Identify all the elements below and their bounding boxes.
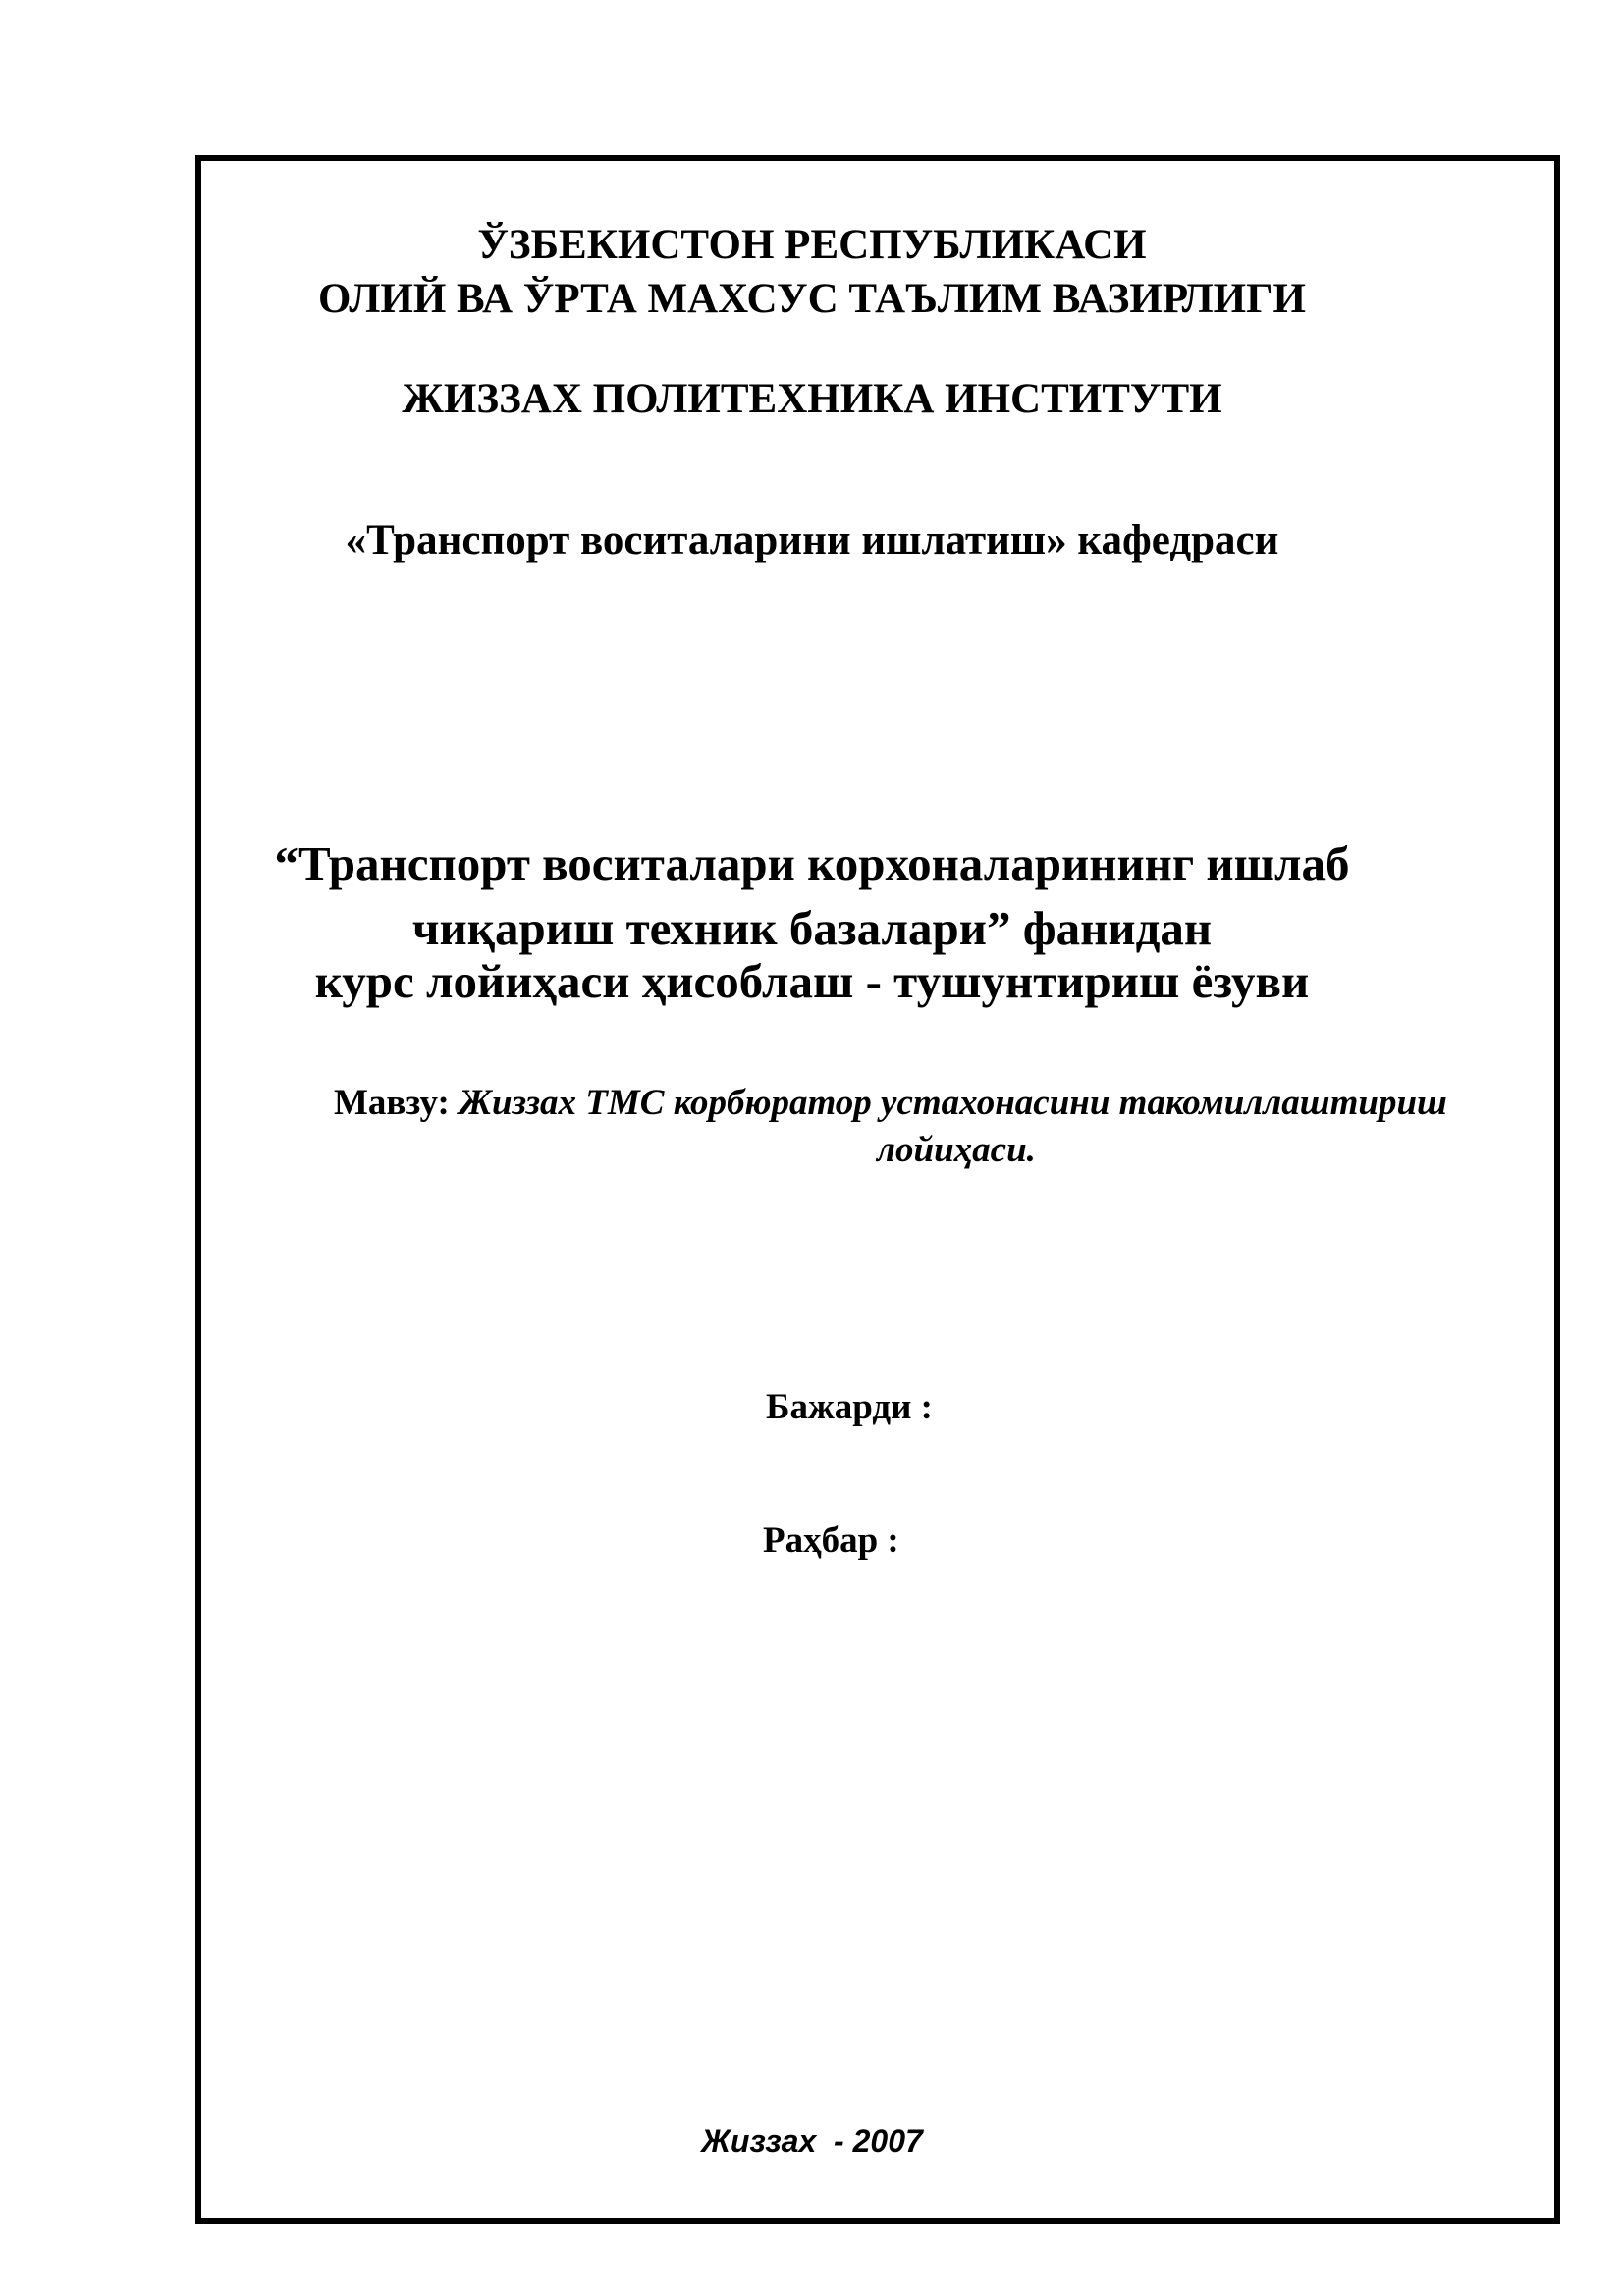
country-heading: ЎЗБЕКИСТОН РЕСПУБЛИКАСИ	[477, 222, 1147, 268]
ministry-heading: ОЛИЙ ВА ЎРТА МАХСУС ТАЪЛИМ ВАЗИРЛИГИ	[318, 276, 1306, 322]
footer-place-year: Жиззах - 2007	[701, 2123, 923, 2159]
document-title-line-2: чиқариш техник базалари” фанидан	[411, 901, 1213, 955]
performed-by-label: Бажарди :	[766, 1387, 933, 1427]
document-title-line-1: “Транспорт воситалари корхоналарининг ишлаб	[274, 836, 1350, 890]
department-heading: «Транспорт воситаларини ишлатиш» кафедраси	[345, 517, 1279, 563]
document-title-line-3: курс лойиҳаси ҳисоблаш - тушунтириш ёзуви	[314, 954, 1310, 1008]
page-border-frame	[195, 155, 1560, 2224]
topic-line-2	[877, 1129, 1036, 1172]
supervisor-label: Раҳбар :	[763, 1521, 899, 1561]
topic-value: Жиззах ТМС корбюратор устахонасини такомиллаштириш	[459, 1083, 1447, 1123]
topic-line	[334, 1082, 1447, 1125]
institute-heading: ЖИЗЗАХ ПОЛИТЕХНИКА ИНСТИТУТИ	[402, 376, 1222, 422]
topic-label: Мавзу:	[334, 1083, 450, 1123]
topic-value-continued: лойиҳаси.	[877, 1130, 1036, 1170]
